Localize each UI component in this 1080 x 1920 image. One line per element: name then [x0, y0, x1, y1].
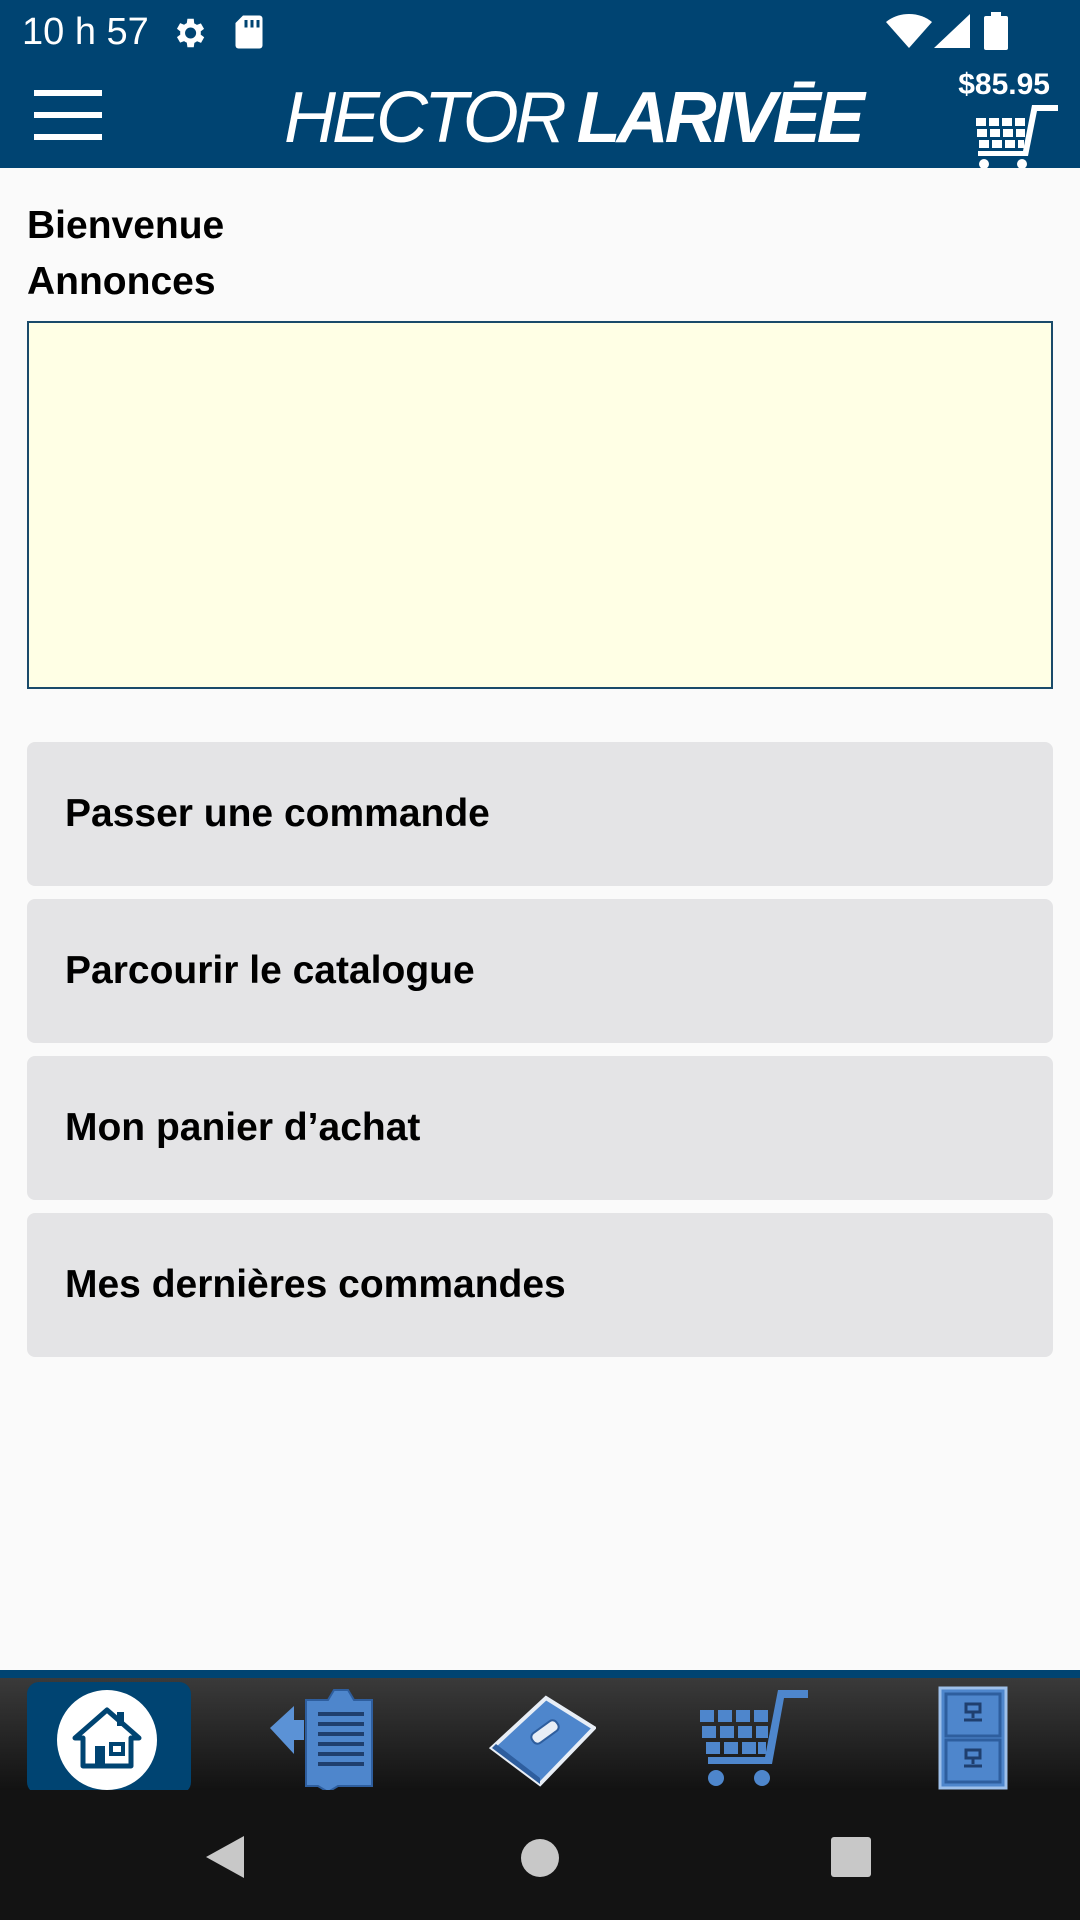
order-list-icon — [268, 1686, 388, 1790]
logo-text-hector: HECTOR — [284, 78, 563, 158]
system-nav-bar — [0, 1790, 1080, 1920]
tab-orders[interactable] — [258, 1682, 422, 1794]
status-bar — [0, 0, 1080, 64]
home-icon — [55, 1688, 159, 1792]
signal-icon — [934, 14, 970, 48]
bottom-tab-bar — [0, 1670, 1080, 1790]
announcements-box — [27, 321, 1053, 689]
back-icon[interactable] — [204, 1834, 246, 1880]
home-circle-icon[interactable] — [520, 1838, 560, 1878]
welcome-heading: Bienvenue — [27, 204, 225, 247]
hamburger-icon[interactable] — [34, 90, 102, 140]
wifi-icon — [886, 14, 932, 48]
cart-icon — [698, 1686, 810, 1792]
tab-home[interactable] — [27, 1682, 191, 1794]
file-cabinet-icon — [938, 1686, 1008, 1790]
recent-orders-button[interactable]: Mes dernières commandes — [27, 1213, 1053, 1357]
browse-catalog-button[interactable]: Parcourir le catalogue — [27, 899, 1053, 1043]
battery-icon — [984, 12, 1008, 50]
app-bar — [0, 64, 1080, 168]
tab-history[interactable] — [888, 1682, 1052, 1794]
place-order-button[interactable]: Passer une commande — [27, 742, 1053, 886]
my-cart-button[interactable]: Mon panier d’achat — [27, 1056, 1053, 1200]
status-time: 10 h 57 — [22, 11, 149, 53]
tab-catalog[interactable] — [456, 1682, 620, 1794]
recents-icon[interactable] — [830, 1836, 872, 1878]
catalog-book-icon — [486, 1692, 596, 1788]
tab-cart[interactable] — [674, 1682, 838, 1794]
welcome-section — [27, 198, 1053, 310]
shopping-cart-icon[interactable] — [970, 102, 1060, 168]
cart-total[interactable]: $85.95 — [958, 68, 1050, 101]
sd-card-icon — [234, 14, 264, 50]
announcements-heading: Annonces — [27, 260, 216, 303]
gear-icon — [170, 14, 208, 52]
app-logo — [284, 78, 861, 158]
logo-text-larivee: LARIVĒE — [576, 78, 861, 158]
